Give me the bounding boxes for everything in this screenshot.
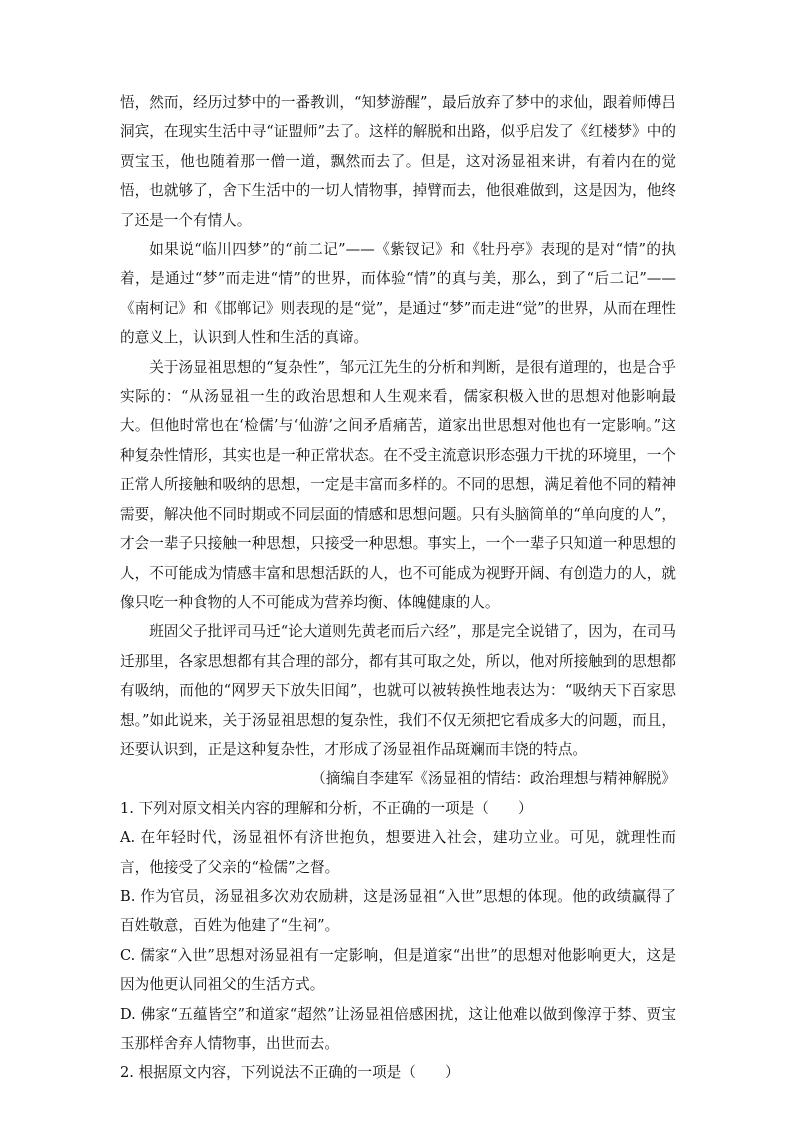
- document-page: [120, 88, 676, 1088]
- question-1-stem: 1. 下列对原文相关内容的理解和分析，不正确的一项是（ ）: [120, 799, 533, 817]
- question-1-option-a: A. 在年轻时代，汤显祖怀有济世抱负，想要进入社会，建功立业。可见，就理性而言，他接受了父亲的“检儒”之督。: [120, 829, 676, 876]
- passage-paragraph-3: 关于汤显祖思想的“复杂性”，邹元江先生的分析和判断，是很有道理的，也是合乎实际的：“从汤显祖一生的政治思想和人生观来看，儒家积极入世的思想对他影响最大。但他时常也在‘检儒’与‘仙游’之间矛盾痛苦，道家出世思想对他也有一定影响。”这种复杂性情形，其实也是一种正常状态。在不受主流意识形态强力干扰的环境里，一个正常人所接触和吸纳的思想，一定是丰富而多样的。不同的思想，满足着他不同的精神需要，解决他不同时期或不同层面的情感和思想问题。只有头脑简单的“单向度的人”，才会一辈子只接触一种思想，只接受一种思想。事实上，一个一辈子只知道一种思想的人，不可能成为情感丰富和思想活跃的人，也不可能成为视野开阔、有创造力的人，就像只吃一种食物的人不可能成为营养均衡、体魄健康的人。: [120, 358, 676, 611]
- question-2-stem: 2. 根据原文内容，下列说法不正确的一项是（ ）: [120, 1064, 460, 1082]
- question-1-option-b: B. 作为官员，汤显祖多次劝农励耕，这是汤显祖“入世”思想的体现。他的政绩赢得了百姓敬意，百姓为他建了“生祠”。: [120, 887, 676, 935]
- question-1-option-c: C. 儒家“入世”思想对汤显祖有一定影响，但是道家“出世”的思想对他影响更大，这是因为他更认同祖父的生活方式。: [120, 946, 676, 994]
- question-1-option-d: D. 佛家“五蕴皆空”和道家“超然”让汤显祖倍感困扰，这让他难以做到像淳于棼、贾宝玉那样舍弃人情物事，出世而去。: [120, 1005, 676, 1052]
- passage-paragraph-4: 班固父子批评司马迁“论大道则先黄老而后六经”，那是完全说错了，因为，在司马迁那里，各家思想都有其合理的部分，都有其可取之处，所以，他对所接触到的思想都有吸纳，而他的“网罗天下放失旧闻”，也就可以被转换性地表达为：“吸纳天下百家思想。”如此说来，关于汤显祖思想的复杂性，我们不仅无须把它看成多大的问题，而且，还要认识到，正是这种复杂性，才形成了汤显祖作品斑斓而丰饶的特点。: [120, 623, 676, 758]
- source-citation: （摘编自李建军《汤显祖的情结：政治理想与精神解脱》: [311, 770, 676, 788]
- passage-paragraph-1: 悟，然而，经历过梦中的一番教训，“知梦游醒”，最后放弃了梦中的求仙，跟着师傅吕洞宾，在现实生活中寻“证盟师”去了。这样的解脱和出路，似乎启发了《红楼梦》中的贾宝玉，他也随着那一僧一道，飘然而去了。但是，这对汤显祖来讲，有着内在的觉悟，也就够了，舍下生活中的一切人情物事，掉臂而去，他很难做到，这是因为，他终了还是一个有情人。: [120, 94, 676, 229]
- passage-paragraph-2: 如果说“临川四梦”的“前二记”——《紫钗记》和《牡丹亭》表现的是对“情”的执着，是通过“梦”而走进“情”的世界，而体验“情”的真与美，那么，到了“后二记”——《南柯记》和《邯郸记》则表现的是“觉”，是通过“梦”而走进“觉”的世界，从而在理性的意义上，认识到人性和生活的真谛。: [120, 241, 676, 347]
